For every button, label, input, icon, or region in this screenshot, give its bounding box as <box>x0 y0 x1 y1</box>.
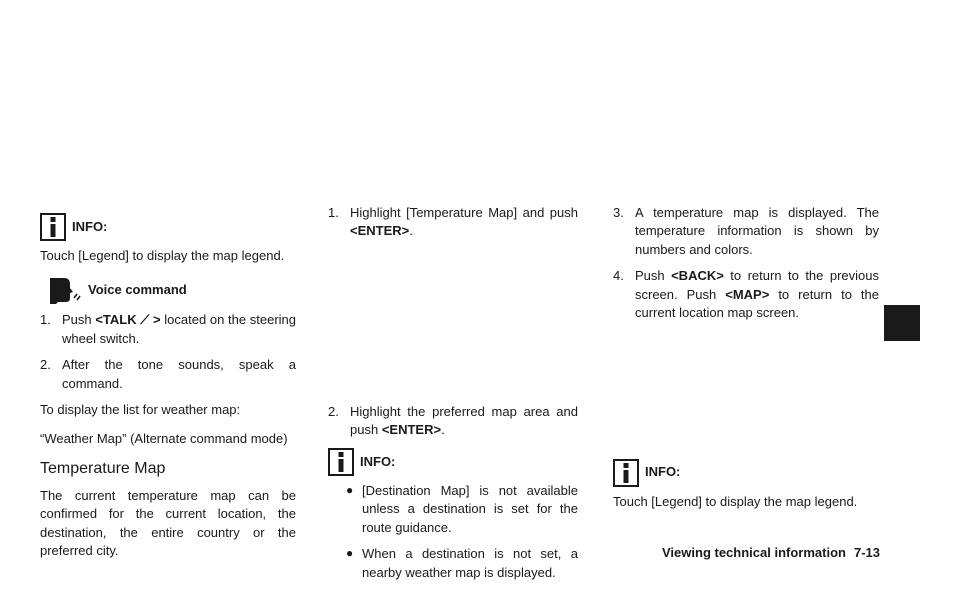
voice-steps <box>40 311 296 393</box>
step-text-pre: Push <box>635 268 672 284</box>
footer-section-title: Viewing technical information <box>662 545 846 560</box>
step-text-post: . <box>441 422 445 438</box>
step-text-post: . <box>409 223 413 239</box>
info-header <box>328 448 578 476</box>
list-item <box>328 403 578 440</box>
step-text <box>350 204 578 241</box>
step-text-post: located on the steering wheel switch. <box>62 312 296 346</box>
chapter-tab-marker <box>884 305 920 341</box>
step-text-pre: Highlight [Temperature Map] and push <box>350 205 578 220</box>
list-item <box>346 545 578 582</box>
command-example: “Weather Map” (Alternate command mode) <box>40 430 288 446</box>
voice-command-title: Voice command <box>88 282 187 298</box>
info-icon <box>40 213 66 241</box>
section-title: Temperature Map <box>40 460 166 478</box>
info-header <box>40 213 296 241</box>
figure-space <box>328 347 578 403</box>
steps-1 <box>328 204 578 241</box>
figure-space <box>613 331 879 459</box>
back-button-label: <BACK> <box>671 268 724 284</box>
enter-button-label: <ENTER> <box>381 422 442 438</box>
step-text-post: to return to the current location map screen. <box>635 286 879 321</box>
list-item <box>346 482 578 537</box>
info-icon <box>613 459 639 487</box>
step-number: 1. <box>40 312 51 328</box>
section-text: The current temperature map can be confirmed for the current location, the destination, the entire country or the preferred city. <box>40 487 296 559</box>
column-middle <box>328 204 578 590</box>
list-item <box>328 204 578 241</box>
step-number: 4. <box>613 268 624 284</box>
list-intro: To display the list for weather map: <box>40 402 241 418</box>
step-text <box>62 311 296 348</box>
step-text: After the tone sounds, speak a command. <box>62 357 296 391</box>
voice-command-header <box>46 275 296 305</box>
step-number: 1. <box>328 205 339 220</box>
info-text: Touch [Legend] to display the map legend. <box>40 248 285 263</box>
talk-button-label: <TALK ⟋ > <box>95 312 161 328</box>
step-text <box>350 403 578 440</box>
bullet-dot: ● <box>346 482 354 497</box>
info-title: INFO: <box>360 453 396 469</box>
bullet-text: [Destination Map] is not available unless a destination is set for the route guidance. <box>362 482 578 535</box>
map-button-label: <MAP> <box>725 286 770 302</box>
list-item <box>613 267 879 322</box>
info-icon <box>328 448 354 476</box>
info-header <box>613 459 879 487</box>
column-right <box>613 204 879 521</box>
step-number: 3. <box>613 205 624 220</box>
enter-button-label: <ENTER> <box>350 223 410 239</box>
list-item <box>613 204 879 259</box>
list-item <box>40 356 296 393</box>
step-text-pre: Push <box>62 312 96 328</box>
page-number: 7-13 <box>853 545 880 560</box>
step-number: 2. <box>40 357 51 373</box>
info-title: INFO: <box>645 464 681 480</box>
step-text <box>635 267 879 322</box>
list-item <box>40 311 296 348</box>
step-text: A temperature map is displayed. The temperature information is shown by numbers and colors. <box>635 205 879 257</box>
step-number: 2. <box>328 403 339 419</box>
steps-3 <box>613 204 879 323</box>
page-footer <box>580 544 880 562</box>
step-text-pre: Highlight the preferred map area and push <box>350 403 578 438</box>
steps-2 <box>328 403 578 440</box>
bullet-dot: ● <box>346 546 354 561</box>
figure-space <box>328 249 578 347</box>
info-text: Touch [Legend] to display the map legend. <box>613 493 858 509</box>
step-text-mid: to return to the previous screen. Push <box>635 268 879 302</box>
voice-command-icon <box>46 276 82 304</box>
info-title: INFO: <box>72 218 108 234</box>
column-left <box>40 213 296 571</box>
info-bullets <box>346 482 578 582</box>
bullet-text: When a destination is not set, a nearby weather map is displayed. <box>362 546 578 580</box>
